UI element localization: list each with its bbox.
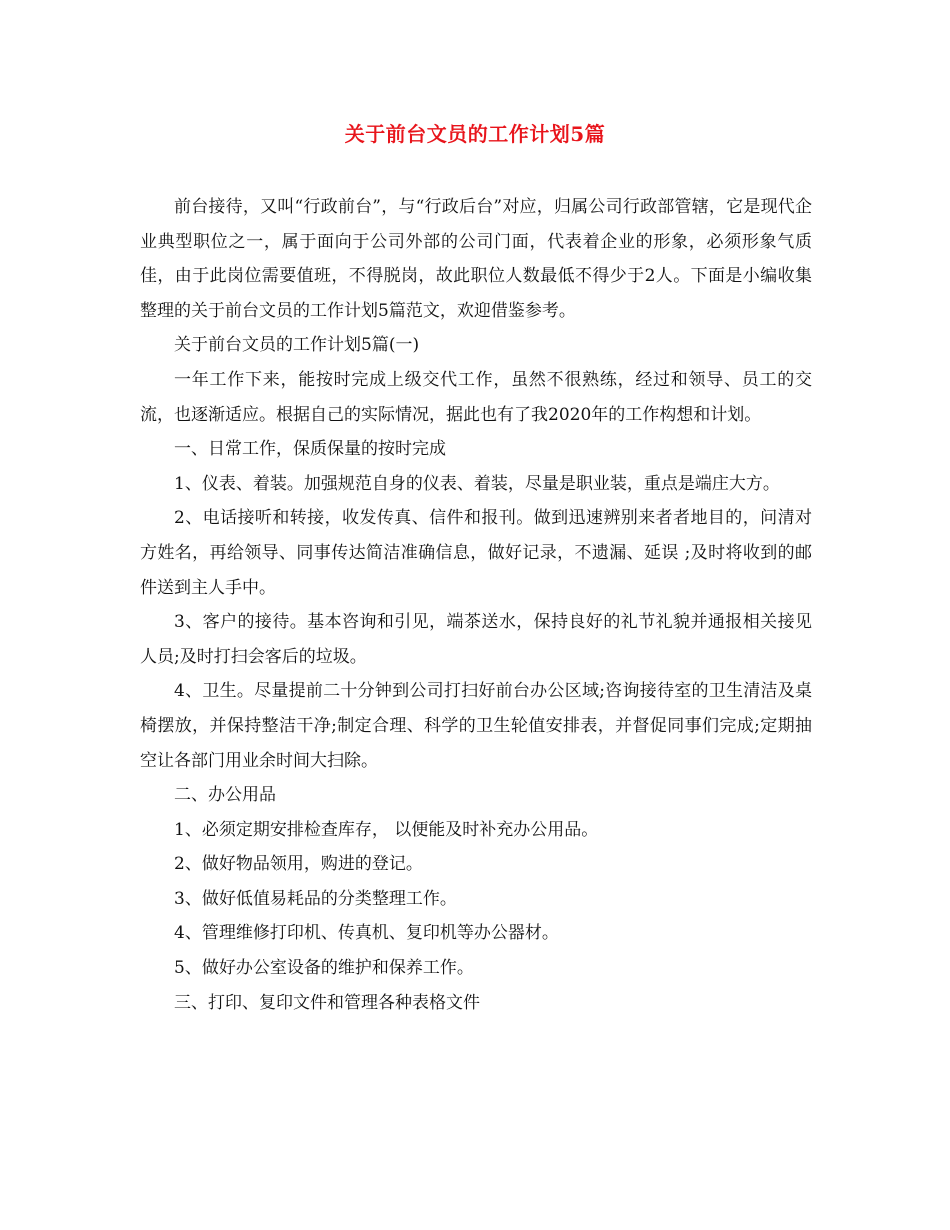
paragraph-item: 4、管理维修打印机、传真机、复印机等办公器材。 xyxy=(174,923,559,944)
paragraph-item: 1、必须定期安排检查库存， 以便能及时补充办公用品。 xyxy=(174,819,599,840)
paragraph-item: 2、电话接听和转接，收发传真、信件和报刊。做到迅速辨别来者者地目的，问清对方姓名，再给领导、同事传达简洁准确信息，做好记录，不遗漏、延误 ;及时将收到的邮件送到主人手中。 xyxy=(140,508,812,598)
paragraph-summary: 一年工作下来，能按时完成上级交代工作，虽然不很熟练，经过和领导、员工的交流，也逐渐适应。根据自己的实际情况，据此也有了我2020年的工作构想和计划。 xyxy=(140,369,812,425)
section-heading-printing: 三、打印、复印文件和管理各种表格文件 xyxy=(174,992,480,1013)
paragraph-item: 1、仪表、着装。加强规范自身的仪表、着装，尽量是职业装，重点是端庄大方。 xyxy=(174,473,780,494)
paragraph-item: 5、做好办公室设备的维护和保养工作。 xyxy=(174,958,474,979)
paragraph-item: 3、做好低值易耗品的分类整理工作。 xyxy=(174,888,457,909)
document-title: 关于前台文员的工作计划5篇 xyxy=(344,122,606,146)
paragraph-intro: 前台接待，又叫“行政前台”，与“行政后台”对应，归属公司行政部管辖，它是现代企业典型职位之一，属于面向于公司外部的公司门面，代表着企业的形象，必须形象气质佳，由于此岗位需要值班，不得脱岗，故此职位人数最低不得少于2人。下面是小编收集整理的关于前台文员的工作计划5篇范文，欢迎借鉴参考。 xyxy=(140,197,812,321)
paragraph-subtitle-one: 关于前台文员的工作计划5篇(一) xyxy=(174,335,420,356)
document-body xyxy=(140,190,812,1020)
paragraph-item: 2、做好物品领用，购进的登记。 xyxy=(174,854,423,875)
paragraph-item: 3、客户的接待。基本咨询和引见，端茶送水，保持良好的礼节礼貌并通报相关接见人员;及时打扫会客后的垃圾。 xyxy=(140,612,812,667)
section-heading-daily-work: 一、日常工作，保质保量的按时完成 xyxy=(174,439,446,460)
paragraph-item: 4、卫生。尽量提前二十分钟到公司打扫好前台办公区域;咨询接待室的卫生清洁及桌椅摆放，并保持整洁干净;制定合理、科学的卫生轮值安排表，并督促同事们完成;定期抽空让各部门用业余时间大扫除。 xyxy=(140,681,812,771)
section-heading-office-supplies: 二、办公用品 xyxy=(174,785,276,806)
